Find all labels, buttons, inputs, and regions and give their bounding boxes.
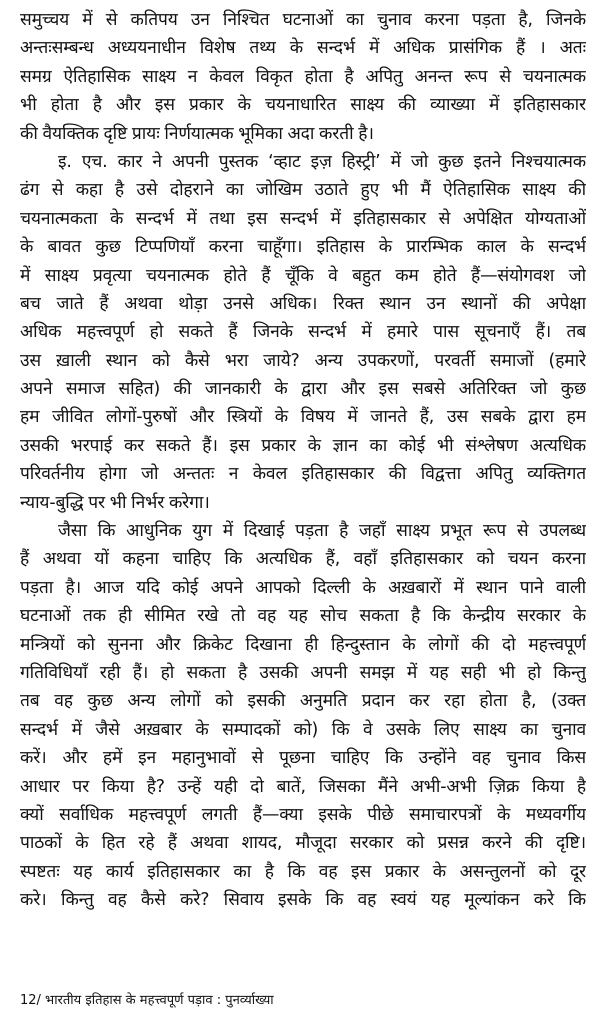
text-line: क्यों सर्वाधिक महत्त्वपूर्ण लगती हैं—क्या इसके पीछे समाचारपत्रों के मध्यवर्गीय	[20, 804, 586, 825]
text-line: पाठकों के हित रहे हैं अथवा शायद, मौजूदा सरकार को प्रसन्न करने की दृष्टि।	[20, 833, 586, 854]
paragraph-2	[20, 148, 586, 517]
text-line: करे। किन्तु वह कैसे करे? सिवाय इसके कि वह स्वयं यह मूल्यांकन करे कि	[20, 890, 586, 911]
paragraph-1	[20, 6, 586, 148]
text-line: ढंग से कहा है उसे दोहराने का जोखिम उठाते हुए भी मैं ऐतिहासिक साक्ष्य की	[20, 180, 586, 201]
text-line: करें। और हमें इन महानुभावों से पूछना चाहिए कि उन्होंने वह चुनाव किस	[20, 748, 586, 769]
text-line: जैसा कि आधुनिक युग में दिखाई पड़ता है जहाँ साक्ष्य प्रभूत रूप से उपलब्ध	[58, 521, 586, 542]
text-line: गतिविधियाँ रही हैं। हो सकता है उसकी अपनी समझ में यह सही भी हो किन्तु	[20, 662, 586, 683]
text-line: हैं अथवा यों कहना चाहिए कि अत्यधिक हैं, वहाँ इतिहासकार को चयन करना	[20, 549, 586, 570]
paragraph-3	[20, 517, 586, 914]
page-body	[20, 6, 586, 915]
text-line: भी होता है और इस प्रकार के चयनाधारित साक्ष्य की व्याख्या में इतिहासकार	[20, 95, 586, 116]
text-line: अपने समाज सहित) की जानकारी के द्वारा और इस सबसे अतिरिक्त जो कुछ	[20, 379, 586, 400]
text-line: समग्र ऐतिहासिक साक्ष्य न केवल विकृत होता है अपितु अनन्त रूप से चयनात्मक	[20, 66, 586, 87]
text-line: की वैयक्तिक दृष्टि प्रायः निर्णयात्मक भूमिका अदा करती है।	[20, 123, 374, 144]
text-line: स्पष्टतः यह कार्य इतिहासकार का है कि वह इस प्रकार के असन्तुलनों को दूर	[20, 861, 586, 882]
text-line: में साक्ष्य प्रवृत्या चयनात्मक होते हैं चूँकि वे बहुत कम होते हैं—संयोगवश जो	[20, 265, 586, 286]
text-line: हम जीवित लोगों-पुरुषों और स्त्रियों के विषय में जानते हैं, उस सबके द्वारा हम	[20, 407, 586, 428]
text-line: सन्दर्भ में जैसे अख़बार के सम्पादकों को) कि वे उसके लिए साक्ष्य का चुनाव	[20, 719, 586, 740]
text-line: पड़ता है। आज यदि कोई अपने आपको दिल्ली के अख़बारों में स्थान पाने वाली	[20, 577, 586, 598]
text-line: उस ख़ाली स्थान को कैसे भरा जाये? अन्य उपकरणों, परवर्ती समाजों (हमारे	[20, 350, 586, 371]
text-line: समुच्चय में से कतिपय उन निश्चित घटनाओं का चुनाव करना पड़ता है, जिनके	[20, 10, 586, 30]
text-line: मन्त्रियों को सुनना और क्रिकेट दिखाना ही हिन्दुस्तान के लोगों की दो महत्त्वपूर्ण	[20, 634, 586, 655]
text-line: परिवर्तनीय होगा जो अन्ततः न केवल इतिहासकार की विद्वत्ता अपितु व्यक्तिगत	[20, 464, 586, 485]
text-line: आधार पर किया है? उन्हें यही दो बातें, जिसका मैंने अभी-अभी ज़िक्र किया है	[20, 776, 586, 797]
text-line: के बावत कुछ टिप्पणियाँ करना चाहूँगा। इतिहास के प्रारम्भिक काल के सन्दर्भ	[20, 237, 586, 258]
text-line: घटनाओं तक ही सीमित रखे तो वह यह सोच सकता है कि केन्द्रीय सरकार के	[20, 606, 586, 627]
text-line: तब वह कुछ अन्य लोगों को इसकी अनुमति प्रदान कर रहा होता है, (उक्त	[20, 691, 586, 712]
text-line: अधिक महत्त्वपूर्ण हो सकते हैं जिनके सन्दर्भ में हमारे पास सूचनाएँ हैं। तब	[20, 322, 586, 343]
text-line: न्याय-बुद्धि पर भी निर्भर करेगा।	[20, 492, 210, 513]
text-line: उसकी भरपाई कर सकते हैं। इस प्रकार के ज्ञान का कोई भी संश्लेषण अत्यधिक	[20, 435, 586, 456]
page-footer: 12/ भारतीय इतिहास के महत्त्वपूर्ण पड़ाव : पुनर्व्याख्या	[20, 993, 274, 1008]
text-line: चयनात्मकता के सन्दर्भ में तथा इस सन्दर्भ में इतिहासकार से अपेक्षित योग्यताओं	[20, 208, 586, 229]
text-line: अन्तःसम्बन्ध अध्ययनाधीन विशेष तथ्य के सन्दर्भ में अधिक प्रासंगिक हैं । अतः	[20, 38, 586, 59]
text-line: बच जाते हैं अथवा थोड़ा उनसे अधिक। रिक्त स्थान उन स्थानों की अपेक्षा	[20, 293, 586, 314]
text-line: इ. एच. कार ने अपनी पुस्तक ‘व्हाट इज़ हिस्ट्री’ में जो कुछ इतने निश्चयात्मक	[58, 151, 586, 172]
